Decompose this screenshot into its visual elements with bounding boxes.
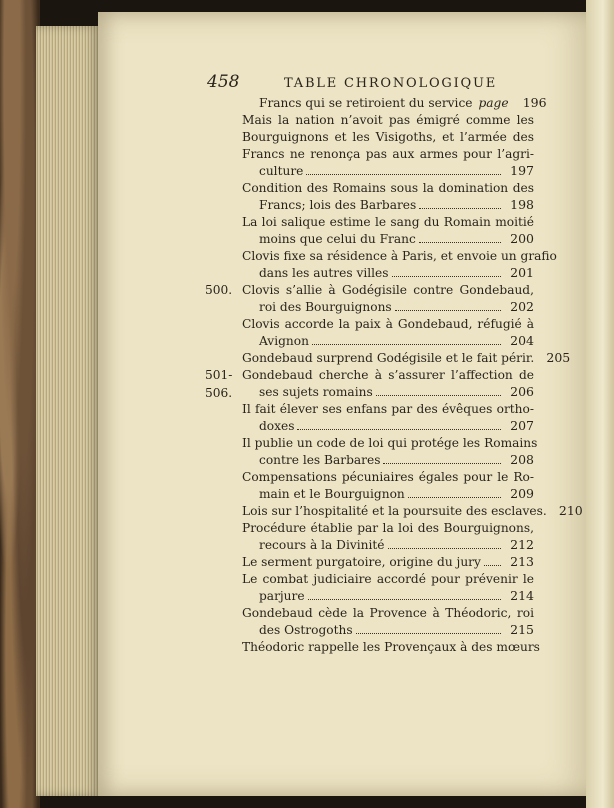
entry-page-number: 201 — [510, 265, 534, 280]
dot-leader — [392, 265, 501, 277]
running-title: TABLE CHRONOLOGIQUE — [284, 76, 498, 91]
entry-text: Procédure établie par la loi des Bourguignons, — [242, 521, 534, 535]
toc-line — [259, 162, 534, 180]
entry-text: ses sujets romains — [259, 385, 373, 399]
entry-text: parjure — [259, 589, 305, 603]
entry-text: doxes — [259, 419, 295, 433]
dot-leader — [419, 197, 501, 209]
dot-leader — [484, 554, 501, 566]
dot-leader — [376, 384, 501, 396]
entry-text: des Ostrogoths — [259, 623, 353, 637]
toc-line — [259, 536, 534, 554]
toc-line — [242, 111, 534, 129]
dot-leader — [383, 452, 501, 464]
entry-text: Francs qui se retiroient du service — [259, 96, 473, 110]
toc-line — [242, 519, 534, 537]
entry-text: dans les autres villes — [259, 266, 389, 280]
entry-text: Lois sur l’hospitalité et la poursuite des esclaves. — [242, 504, 547, 518]
entry-text: moins que celui du Franc — [259, 232, 416, 246]
entry-page-number: 198 — [510, 197, 534, 212]
entry-page-number: 208 — [510, 452, 534, 467]
entry-text: La loi salique estime le sang du Romain moitié — [242, 215, 534, 229]
toc-line — [259, 485, 534, 503]
toc-line — [242, 366, 534, 384]
entry-text: contre les Barbares — [259, 453, 381, 467]
toc-line — [259, 587, 534, 605]
toc-line — [259, 298, 534, 316]
entry-page-number: 205 — [546, 350, 571, 365]
entry-text: Bourguignons et les Visigoths, et l’armée des — [242, 130, 534, 144]
entry-text: Théodoric rappelle les Provençaux à des mœurs — [242, 640, 540, 654]
entry-date: 500. — [205, 283, 233, 297]
page-edges — [36, 26, 100, 796]
entry-text: Le combat judiciaire accordé pour prévenir le — [242, 572, 534, 586]
toc-line — [242, 553, 534, 571]
toc-line — [242, 281, 534, 299]
entry-page-number: 200 — [510, 231, 534, 246]
entry-date: 501-506. — [205, 368, 233, 400]
entry-page-number: 206 — [510, 384, 534, 399]
toc-line — [242, 315, 534, 333]
dot-leader — [297, 418, 501, 430]
toc-line — [259, 451, 534, 469]
toc-line — [259, 94, 547, 112]
entry-text: Francs ne renonça pas aux armes pour l’agri- — [242, 147, 534, 161]
toc-line — [242, 468, 534, 486]
toc-line — [259, 417, 534, 435]
entry-page-number: 209 — [510, 486, 534, 501]
entry-text: roi des Bourguignons — [259, 300, 392, 314]
toc-line — [242, 349, 571, 367]
toc-line — [259, 196, 534, 214]
entry-text: Condition des Romains sous la domination des — [242, 181, 534, 195]
toc-line — [242, 570, 534, 588]
toc-line — [242, 247, 557, 265]
toc-line — [242, 179, 534, 197]
toc-line — [242, 604, 534, 622]
entry-page-number: 207 — [510, 418, 534, 433]
dot-leader — [419, 231, 501, 243]
entry-page-number: 204 — [510, 333, 534, 348]
entry-text: Clovis fixe sa résidence à Paris, et envoie un grafio — [242, 249, 557, 263]
toc-line — [242, 400, 534, 418]
toc-line — [242, 213, 534, 231]
entry-page-number: 202 — [510, 299, 534, 314]
entry-page-number: 196 — [522, 95, 547, 110]
entry-text: Il fait élever ses enfans par des évêques ortho- — [242, 402, 534, 416]
entry-text: Gondebaud surprend Godégisile et le fait périr. — [242, 351, 535, 365]
page-header — [207, 72, 567, 96]
dot-leader — [395, 299, 501, 311]
entry-page-number: 212 — [510, 537, 534, 552]
entry-text: Clovis s’allie à Godégisile contre Gondebaud, — [242, 283, 534, 297]
entry-text: Il publie un code de loi qui protége les Romains — [242, 436, 538, 450]
dot-leader — [388, 537, 502, 549]
toc-line — [259, 383, 534, 401]
entry-text: Le serment purgatoire, origine du jury — [242, 555, 481, 569]
entry-text: Avignon — [259, 334, 309, 348]
entry-page-number: 215 — [510, 622, 534, 637]
toc-line — [242, 128, 534, 146]
toc-line — [242, 145, 534, 163]
entry-text: main et le Bourguignon — [259, 487, 405, 501]
toc-line — [259, 621, 534, 639]
entry-text: Compensations pécuniaires égales pour le Ro- — [242, 470, 534, 484]
entry-text: Mais la nation n’avoit pas émigré comme les — [242, 113, 534, 127]
entry-text: culture — [259, 164, 304, 178]
entry-text: recours à la Divinité — [259, 538, 385, 552]
dot-leader — [308, 588, 501, 600]
page-number: 458 — [207, 72, 240, 92]
dot-leader — [356, 622, 501, 634]
facing-page-edge — [586, 0, 614, 808]
book-cover-marbled — [0, 0, 40, 808]
entry-page-number: 213 — [510, 554, 534, 569]
toc-line — [259, 230, 534, 248]
entry-page-number: 214 — [510, 588, 534, 603]
toc-line — [242, 434, 538, 452]
toc-line — [242, 638, 540, 656]
entry-text: Clovis accorde la paix à Gondebaud, réfugié à — [242, 317, 534, 331]
toc-line — [259, 264, 534, 282]
entry-page-number: 197 — [510, 163, 534, 178]
entry-text: Gondebaud cède la Provence à Théodoric, roi — [242, 606, 534, 620]
entry-text: Gondebaud cherche à s’assurer l’affection de — [242, 368, 534, 382]
dot-leader — [312, 333, 501, 345]
toc-line — [242, 502, 583, 520]
dot-leader — [306, 163, 501, 175]
dot-leader — [408, 486, 501, 498]
entry-page-number: 210 — [558, 503, 583, 518]
page-word: page — [478, 96, 509, 110]
toc-line — [259, 332, 534, 350]
entry-text: Francs; lois des Barbares — [259, 198, 417, 212]
